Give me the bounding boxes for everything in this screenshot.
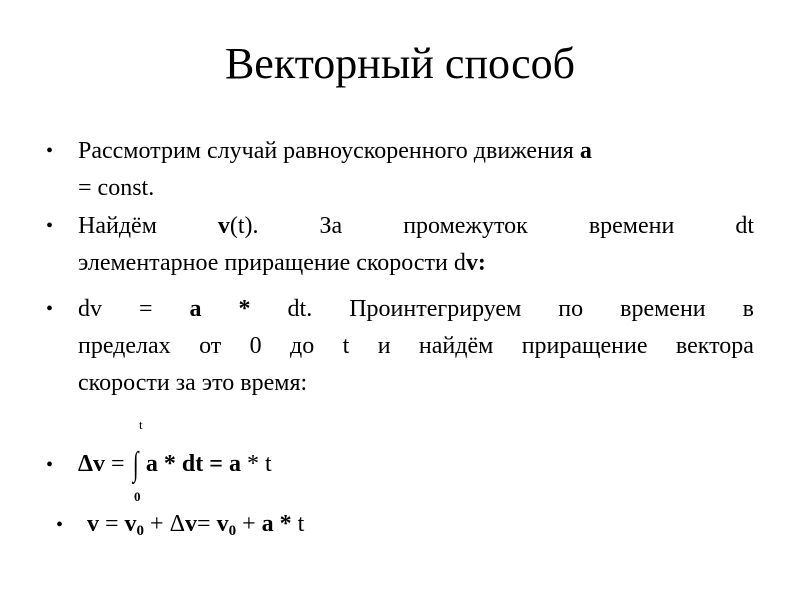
word: времени — [620, 296, 706, 322]
velocity-equation — [87, 506, 304, 549]
word: 0 — [249, 333, 262, 359]
plus-delta: + Δ — [144, 511, 186, 537]
bullet-dot: • — [56, 514, 64, 536]
word: времени — [588, 213, 675, 239]
colon: : — [477, 250, 486, 276]
subscript-0: 0 — [136, 523, 145, 539]
word: За — [319, 213, 343, 239]
var-t: t — [297, 511, 305, 537]
equation-rest: * dt = — [157, 451, 229, 477]
bullet-dot: • — [46, 215, 54, 237]
var-a: a — [189, 296, 202, 322]
var-v: v — [87, 511, 99, 537]
integral-lower-limit: 0 — [134, 489, 141, 504]
word: вектора — [675, 333, 754, 359]
bullet-1-const: = const. — [78, 175, 155, 201]
var-v: v — [217, 213, 230, 239]
bullet-1-text: Рассмотрим случай равноускоренного движения — [78, 138, 580, 164]
var-a: a — [228, 451, 241, 477]
plus: + — [236, 511, 262, 537]
word: t — [342, 333, 350, 359]
delta-v: Δv — [78, 451, 106, 477]
integral-sign: ∫ — [132, 446, 139, 483]
word: Проинтегрируем — [349, 296, 522, 322]
bullet-2 — [78, 208, 754, 282]
word: пределах — [78, 333, 171, 359]
word: до — [290, 333, 315, 359]
word: в — [742, 296, 754, 322]
word: * — [238, 296, 251, 322]
word: dt. — [287, 296, 313, 322]
word: приращение — [521, 333, 648, 359]
equals: = — [99, 511, 125, 537]
slide-title: Векторный способ — [224, 39, 576, 88]
equals: = — [105, 451, 131, 477]
times: * — [273, 511, 298, 537]
word: от — [199, 333, 222, 359]
var-v0: v — [124, 511, 137, 537]
integral-equation — [78, 446, 272, 483]
subscript-0: 0 — [228, 523, 237, 539]
bullet-3 — [78, 291, 754, 402]
word: Найдём — [78, 213, 157, 239]
bullet-dot: • — [46, 454, 54, 476]
integral-upper-limit: t — [139, 417, 143, 432]
equation-end: * t — [240, 451, 272, 477]
word: dv — [78, 296, 102, 322]
word: (t). — [229, 213, 259, 239]
var-v0: v — [216, 511, 229, 537]
word: по — [558, 296, 584, 322]
word: dt — [735, 213, 754, 239]
var-v: v — [185, 511, 198, 537]
bullet-2-text: элементарное приращение скорости d — [78, 250, 466, 276]
equals: = — [197, 511, 217, 537]
bullet-dot: • — [46, 298, 54, 320]
word: и — [377, 333, 391, 359]
bullet-dot: • — [46, 140, 54, 162]
var-a: a — [139, 451, 158, 477]
bullet-1-var-a: a — [579, 138, 592, 164]
word: = — [139, 296, 153, 322]
var-v: v — [465, 250, 478, 276]
word: найдём — [418, 333, 494, 359]
var-a: a — [261, 511, 274, 537]
word: промежуток — [403, 213, 528, 239]
bullet-1 — [78, 133, 754, 207]
bullet-3-line3: скорости за это время: — [78, 370, 308, 396]
